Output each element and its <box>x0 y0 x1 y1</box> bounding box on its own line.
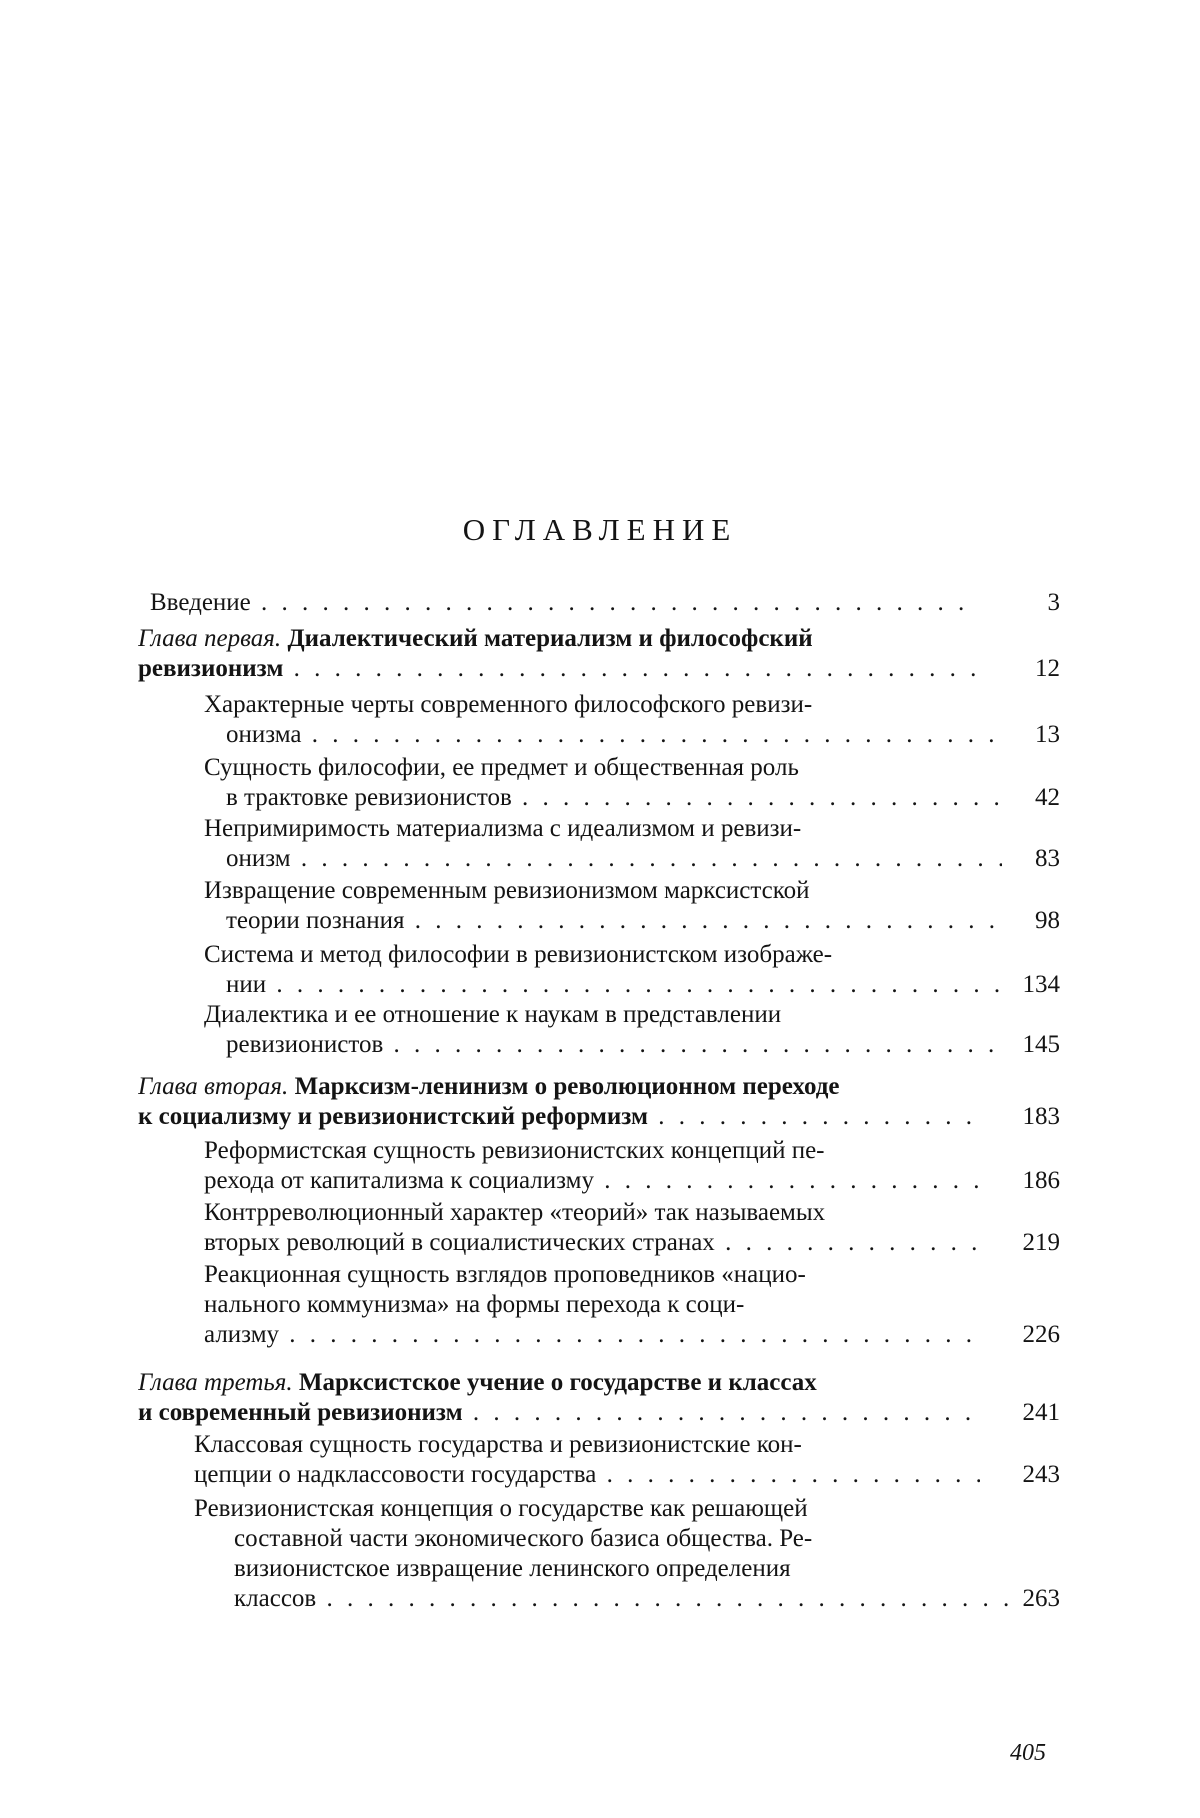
toc-text: ревизионистов <box>226 1031 384 1058</box>
toc-page-number: 3 <box>1047 589 1060 616</box>
toc-line <box>204 814 980 844</box>
toc-text: в трактовке ревизионистов <box>226 784 512 811</box>
toc-entry <box>204 940 1060 1000</box>
toc-page-number: 183 <box>1022 1103 1060 1130</box>
toc-page-number: 42 <box>1035 784 1060 811</box>
toc-page-number: 226 <box>1022 1321 1060 1348</box>
toc-line <box>204 1228 980 1258</box>
toc-text: нального коммунизма» на формы перехода к соци- <box>204 1291 745 1318</box>
toc-entry <box>194 1430 1060 1490</box>
toc-chapter <box>138 624 1060 684</box>
toc-page-number: 13 <box>1035 721 1060 748</box>
toc-line <box>204 906 1002 936</box>
toc-text: визионистское извращение ленинского определения <box>234 1555 791 1582</box>
toc-entry <box>150 588 1060 618</box>
toc-entry <box>204 1136 1060 1196</box>
toc-line <box>194 1430 980 1460</box>
toc-entry <box>204 1260 1060 1350</box>
toc-entry <box>204 690 1060 750</box>
toc-line <box>138 624 980 654</box>
toc-text: Характерные черты современного философского ревизи- <box>204 691 813 718</box>
toc-text: рехода от капитализма к социализму <box>204 1167 594 1194</box>
chapter-label: Глава первая. <box>138 625 288 652</box>
toc-page-number: 145 <box>1022 1031 1060 1058</box>
toc-text: ревизионизм <box>138 655 284 682</box>
toc-line <box>204 1260 980 1290</box>
toc-text: Диалектический материализм и философский <box>287 625 813 652</box>
toc-line <box>204 1136 980 1166</box>
toc-line <box>204 753 980 783</box>
toc-text: составной части экономического базиса общества. Ре- <box>234 1525 813 1552</box>
toc-line <box>204 1198 980 1228</box>
page-number: 405 <box>1010 1740 1046 1766</box>
toc-entry <box>204 1198 1060 1258</box>
toc-line <box>204 940 980 970</box>
toc-entry <box>204 814 1060 874</box>
toc-text: вторых революций в социалистических странах <box>204 1229 715 1256</box>
toc-text: онизм <box>226 845 291 872</box>
toc-page-number: 263 <box>1022 1585 1060 1612</box>
toc-line <box>194 1524 1020 1554</box>
toc-line <box>204 1320 980 1350</box>
toc-chapter <box>138 1368 1060 1428</box>
toc-text: Контрреволюционный характер «теорий» так называемых <box>204 1199 826 1226</box>
toc-line <box>138 1398 980 1428</box>
toc-entry <box>204 753 1060 813</box>
toc-line <box>194 1494 980 1524</box>
chapter-label: Глава третья. <box>138 1369 299 1396</box>
toc-line <box>194 1584 1020 1614</box>
toc-text: теории познания <box>226 907 405 934</box>
toc-line <box>138 1072 980 1102</box>
toc-text: Введение <box>150 589 251 616</box>
toc-text: Реакционная сущность взглядов проповедников «нацио- <box>204 1261 806 1288</box>
toc-page-number: 12 <box>1035 655 1060 682</box>
toc-text: Классовая сущность государства и ревизионистские кон- <box>194 1431 802 1458</box>
toc-page-number: 219 <box>1022 1229 1060 1256</box>
toc-line <box>138 1102 980 1132</box>
toc-text: онизма <box>226 721 302 748</box>
toc-text: нии <box>226 971 267 998</box>
toc-page-number: 186 <box>1022 1167 1060 1194</box>
toc-text: цепции о надклассовости государства <box>194 1461 597 1488</box>
toc-line <box>204 720 1002 750</box>
toc-line <box>138 1368 980 1398</box>
toc-line <box>204 1290 980 1320</box>
toc-page-number: 241 <box>1022 1399 1060 1426</box>
toc-text: и современный ревизионизм <box>138 1399 463 1426</box>
toc-page-number: 243 <box>1022 1461 1060 1488</box>
toc-page-number: 83 <box>1035 845 1060 872</box>
toc-text: Марксистское учение о государстве и классах <box>298 1369 817 1396</box>
toc-text: Извращение современным ревизионизмом марксистской <box>204 877 810 904</box>
toc-text: Система и метод философии в ревизионистском изображе- <box>204 941 833 968</box>
toc-text: Непримиримость материализма с идеализмом и ревизи- <box>204 815 802 842</box>
chapter-label: Глава вторая. <box>138 1073 295 1100</box>
toc-line <box>194 1460 980 1490</box>
toc-line <box>204 1030 1002 1060</box>
toc-line <box>204 1166 980 1196</box>
toc-text: Сущность философии, ее предмет и общественная роль <box>204 754 799 781</box>
toc-title: ОГЛАВЛЕНИЕ <box>462 512 738 547</box>
toc-line <box>204 844 1002 874</box>
toc-line <box>204 1000 980 1030</box>
toc-text: Реформистская сущность ревизионистских концепций пе- <box>204 1137 825 1164</box>
toc-line <box>150 588 980 618</box>
toc-line <box>204 690 980 720</box>
toc-page-number: 98 <box>1035 907 1060 934</box>
toc-line <box>204 783 1002 813</box>
toc-text: к социализму и ревизионистский реформизм <box>138 1103 649 1130</box>
toc-line <box>204 970 1002 1000</box>
toc-text: Ревизионистская концепция о государстве как решающей <box>194 1495 808 1522</box>
toc-text: Диалектика и ее отношение к наукам в представлении <box>204 1001 782 1028</box>
toc-chapter <box>138 1072 1060 1132</box>
toc-line <box>194 1554 1020 1584</box>
toc-line <box>204 876 980 906</box>
toc-text: Марксизм-ленинизм о революционном переходе <box>294 1073 840 1100</box>
toc-entry <box>204 876 1060 936</box>
toc-line <box>138 654 980 684</box>
toc-entry <box>194 1494 1060 1614</box>
toc-text: ализму <box>204 1321 280 1348</box>
toc-entry <box>204 1000 1060 1060</box>
toc-page-number: 134 <box>1022 971 1060 998</box>
toc-text: классов <box>234 1585 317 1612</box>
